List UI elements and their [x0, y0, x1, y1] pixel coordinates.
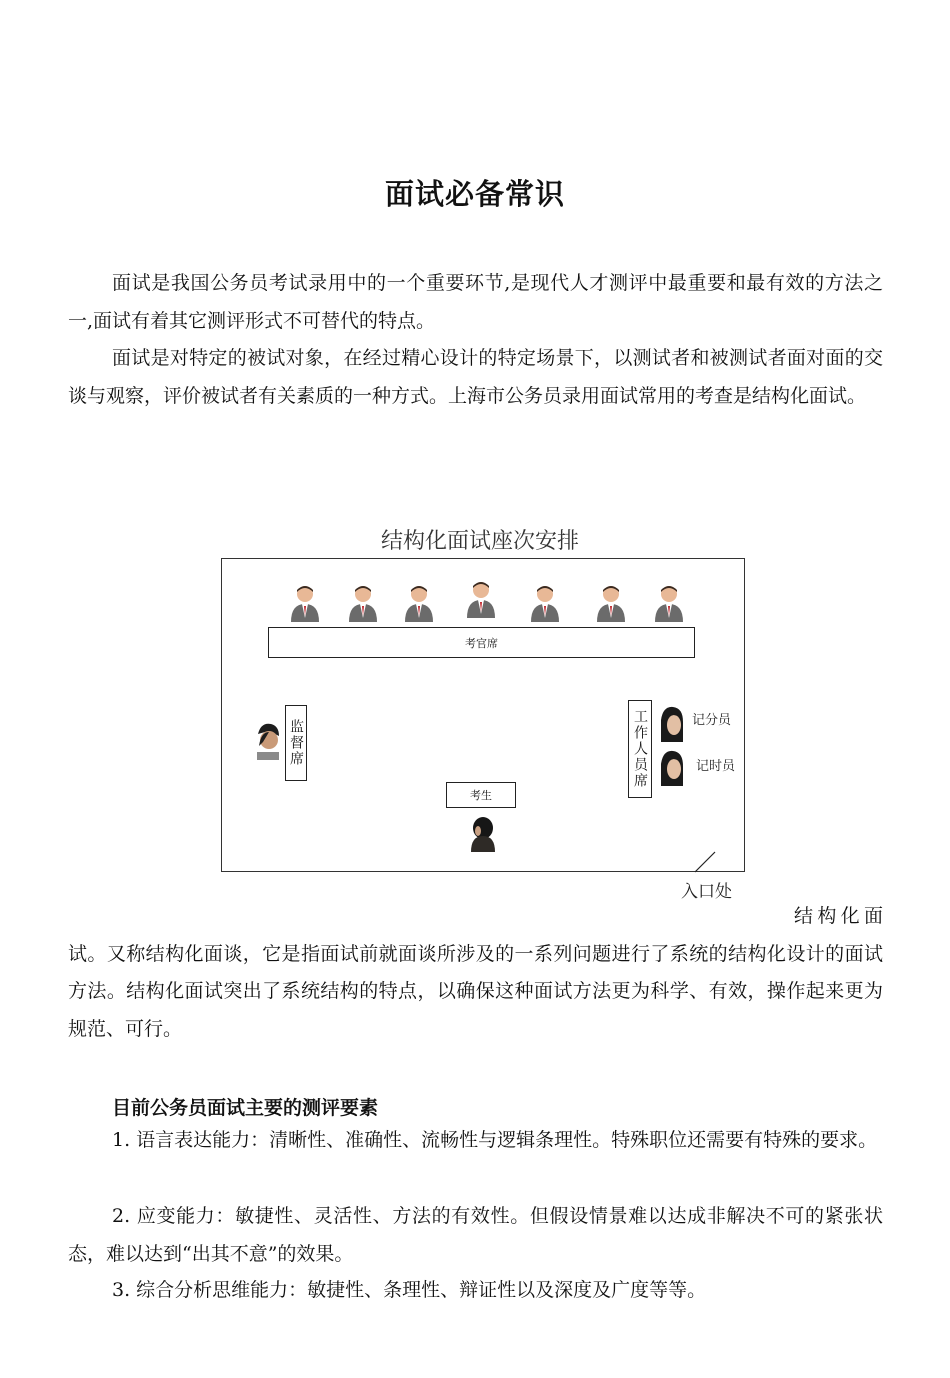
candidate-icon: [468, 816, 498, 852]
staff-desk: 工作人员席: [628, 700, 652, 798]
examiner-icon: [291, 586, 319, 622]
supervisor-icon: [255, 722, 281, 760]
intro-paragraph-1: 面试是我国公务员考试录用中的一个重要环节,是现代人才测评中最重要和最有效的方法之一,面试有着其它测评形式不可替代的特点。: [68, 272, 883, 332]
timer-label: 记时员: [696, 759, 736, 774]
examiner-icon: [405, 586, 433, 622]
list-item: 2. 应变能力：敏捷性、灵活性、方法的有效性。但假设情景难以达成非解决不可的紧张状态，难以达到“出其不意”的效果。: [68, 1205, 883, 1265]
examiner-desk: 考官席: [268, 627, 695, 658]
definition-paragraph: 结构化面试。又称结构化面谈，它是指面试前就面谈所涉及的一系列问题进行了系统的结构化设计的面试方法。结构化面试突出了系统结构的特点，以确保这种面试方法更为科学、有效，操作起来更为规范、可行。: [68, 905, 883, 1040]
section-heading: 目前公务员面试主要的测评要素: [112, 1097, 379, 1119]
candidate-desk: 考生: [446, 782, 516, 808]
seating-diagram: [215, 520, 755, 910]
examiner-icons: [289, 578, 689, 622]
list-item: 1. 语言表达能力：清晰性、准确性、流畅性与逻辑条理性。特殊职位还需要有特殊的要求。: [112, 1129, 878, 1151]
examiner-icon: [349, 586, 377, 622]
entrance-label: 入口处: [681, 882, 732, 902]
examiner-icon: [467, 582, 495, 618]
examiner-icon: [597, 586, 625, 622]
list-item: 3. 综合分析思维能力：敏捷性、条理性、辩证性以及深度及广度等等。: [112, 1279, 707, 1301]
intro-paragraph-2: 面试是对特定的被试对象，在经过精心设计的特定场景下，以测试者和被测试者面对面的交谈与观察，评价被试者有关素质的一种方式。上海市公务员录用面试常用的考查是结构化面试。: [68, 347, 883, 407]
examiner-icon: [531, 586, 559, 622]
entrance-marker: [693, 850, 721, 876]
timer-icon: [659, 750, 685, 786]
scorer-label: 记分员: [692, 713, 732, 728]
scorer-icon: [659, 706, 685, 742]
supervisor-desk: 监督席: [285, 705, 307, 781]
examiner-icon: [655, 586, 683, 622]
page-title: 面试必备常识: [384, 177, 565, 211]
diagram-title: 结构化面试座次安排: [380, 529, 579, 554]
